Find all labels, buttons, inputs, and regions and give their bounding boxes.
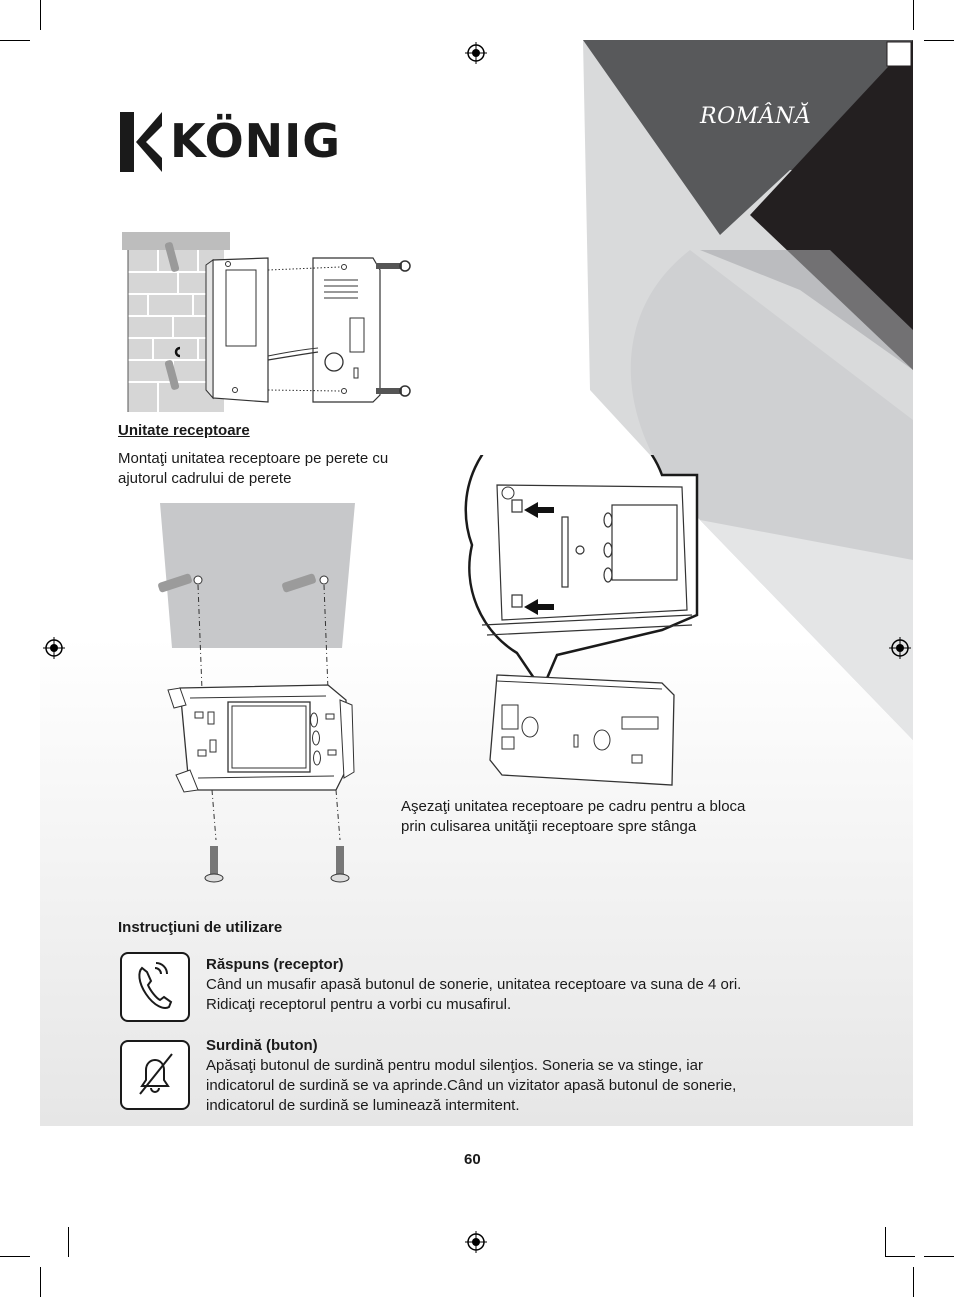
screw-icon [331, 846, 349, 882]
door-unit-mounting-illustration [118, 230, 418, 415]
answer-title: Răspuns (receptor) [206, 956, 344, 973]
mute-instruction [206, 1036, 766, 1116]
registration-mark-icon [465, 42, 487, 64]
wall-bracket-illustration [150, 500, 365, 885]
receiver-slide-text: Aşezaţi unitatea receptoare pe cadru pentru a bloca prin culisarea unităţii receptoare spre stânga [401, 798, 746, 835]
screw-icon [205, 846, 223, 882]
konig-logo [118, 112, 344, 172]
mute-text: Apăsaţi butonul de surdină pentru modul silenţios. Soneria se va stinge, iar indicatorul de surdină se va aprinde.Când un vizitator apasă butonul de sonerie, indicatorul de surdină se luminează intermitent. [206, 1057, 737, 1114]
section-heading-receiver-unit: Unitate receptoare [118, 422, 250, 439]
registration-mark-icon [889, 637, 911, 659]
mute-title: Surdină (buton) [206, 1037, 318, 1054]
language-label: ROMÂNĂ [700, 104, 812, 129]
phone-icon-box [120, 952, 190, 1022]
mute-icon-box [120, 1040, 190, 1110]
receiver-mounting-text: Montaţi unitatea receptoare pe perete cu ajutorul cadrului de perete [118, 450, 389, 487]
registration-mark-icon [465, 1231, 487, 1253]
answer-text: Când un musafir apasă butonul de sonerie, unitatea receptoare va suna de 4 ori. Ridicaţi receptorul pentru a vorbi cu musafirul. [206, 976, 742, 1013]
answer-instruction [206, 955, 766, 1015]
bell-mute-icon [122, 1042, 188, 1108]
brand-name: KÖNIG [170, 114, 342, 168]
registration-mark-icon [43, 637, 65, 659]
logo-mark-icon [118, 112, 164, 172]
usage-instructions-title: Instrucţiuni de utilizare [118, 919, 283, 936]
page-number: 60 [464, 1151, 481, 1168]
phone-ringing-icon [122, 954, 188, 1020]
receiver-slide-illustration [462, 455, 702, 790]
